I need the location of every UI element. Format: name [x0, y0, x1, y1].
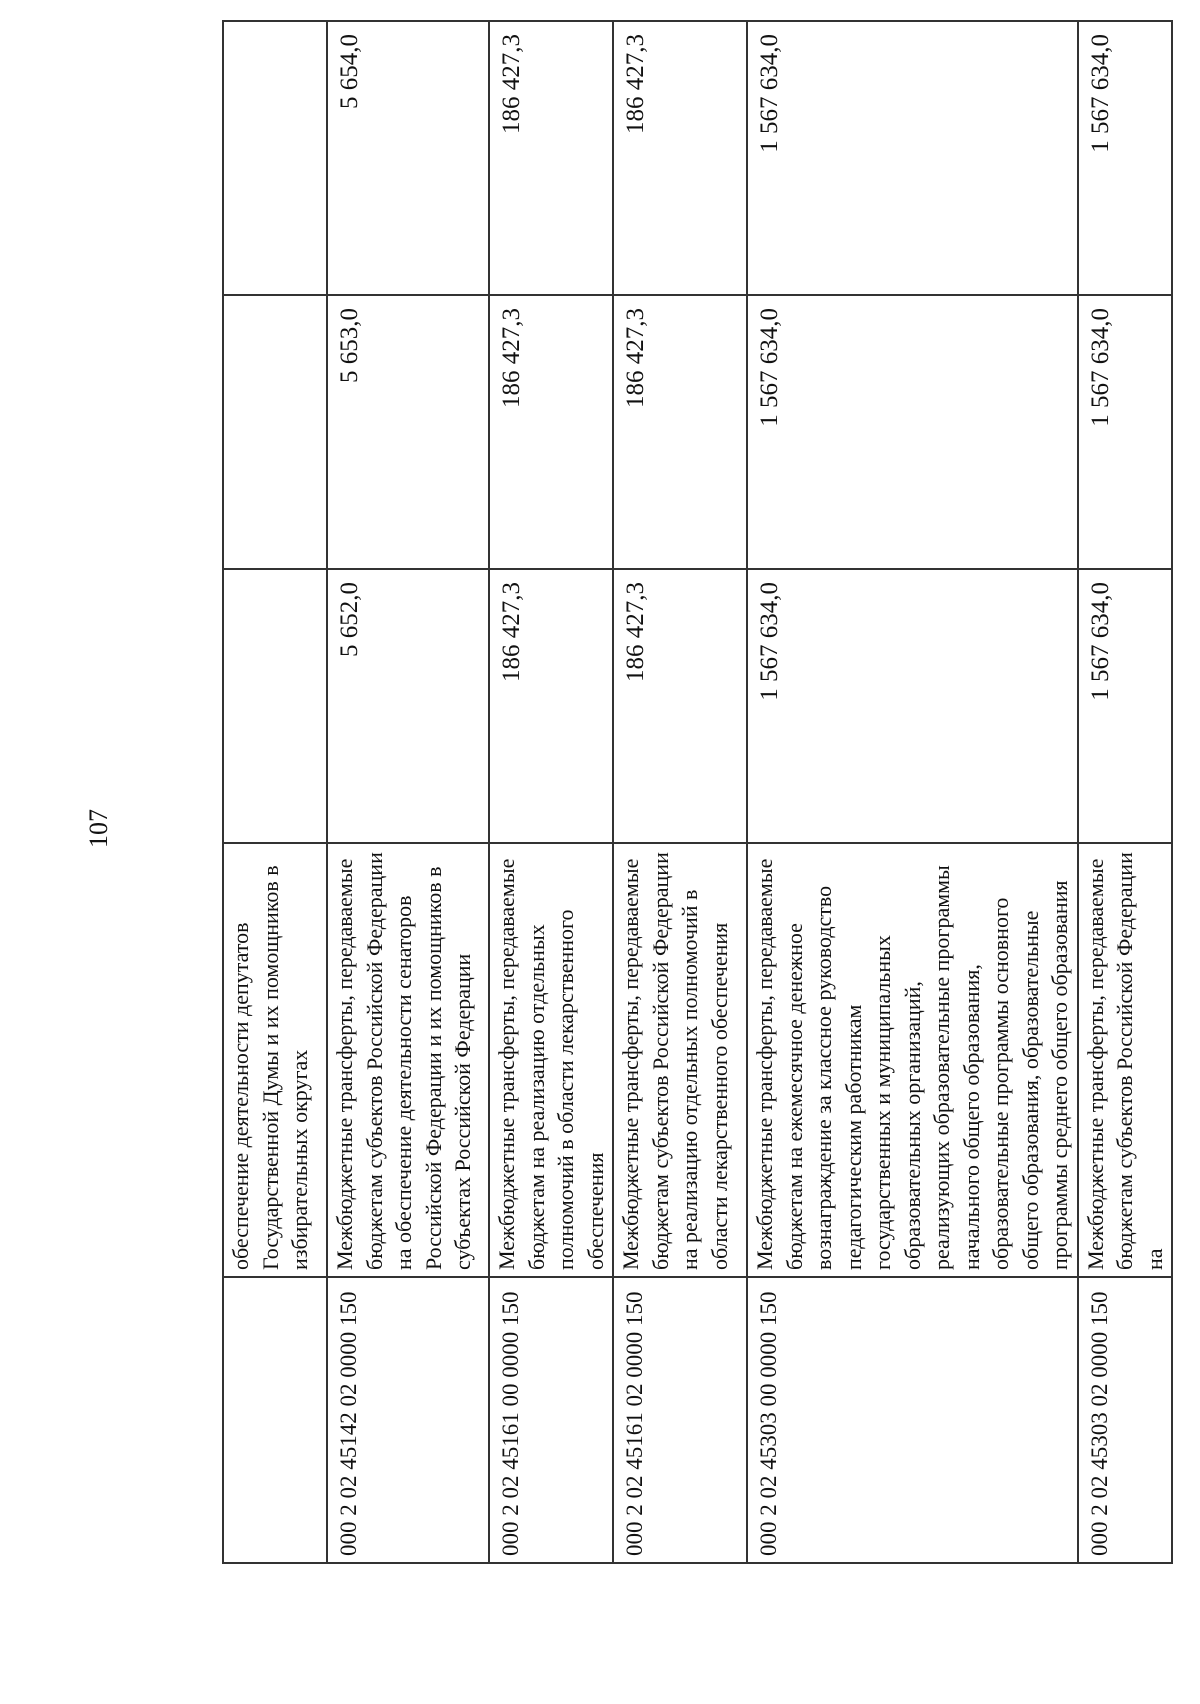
row-name: Межбюджетные трансферты, передаваемые бюджетам субъектов Российской Федерации на реализацию отдельных полномочий в области лекарственного обеспечения [613, 843, 747, 1277]
row-value-1: 5 652,0 [327, 569, 489, 843]
row-value-2: 186 427,3 [613, 295, 747, 569]
row-value-3: 1 567 634,0 [747, 21, 1078, 295]
row-value-2 [223, 295, 327, 569]
row-value-3: 186 427,3 [613, 21, 747, 295]
row-code: 000 2 02 45161 00 0000 150 [489, 1277, 613, 1563]
row-value-1: 186 427,3 [613, 569, 747, 843]
row-name: Межбюджетные трансферты, передаваемые бюджетам субъектов Российской Федерации на [1078, 843, 1173, 1277]
row-value-2: 1 567 634,0 [747, 295, 1078, 569]
page-number: 107 [84, 809, 113, 848]
table-row [747, 21, 1078, 1563]
row-value-2: 1 567 634,0 [1078, 295, 1173, 569]
row-code: 000 2 02 45161 02 0000 150 [613, 1277, 747, 1563]
row-value-3: 186 427,3 [489, 21, 613, 295]
row-value-2: 5 653,0 [327, 295, 489, 569]
row-value-2: 186 427,3 [489, 295, 613, 569]
table-row [223, 21, 327, 1563]
table-row [327, 21, 489, 1563]
row-code: 000 2 02 45303 00 0000 150 [747, 1277, 1078, 1563]
row-code: 000 2 02 45142 02 0000 150 [327, 1277, 489, 1563]
table-row [489, 21, 613, 1563]
row-value-3: 5 654,0 [327, 21, 489, 295]
row-code: 000 2 02 45303 02 0000 150 [1078, 1277, 1173, 1563]
row-name: обеспечение деятельности депутатов Государственной Думы и их помощников в избирательных округах [223, 843, 327, 1277]
row-name: Межбюджетные трансферты, передаваемые бюджетам субъектов Российской Федерации на обеспечение деятельности сенаторов Российской Федерации и их помощников в субъектах Российской Федерации [327, 843, 489, 1277]
budget-table [222, 20, 1173, 1564]
row-name: Межбюджетные трансферты, передаваемые бюджетам на реализацию отдельных полномочий в области лекарственного обеспечения [489, 843, 613, 1277]
row-value-1: 1 567 634,0 [747, 569, 1078, 843]
row-name: Межбюджетные трансферты, передаваемые бюджетам на ежемесячное денежное вознаграждение за классное руководство педагогическим работникам государственных и муниципальных образовательных организаций, реализующих образовательные программы начального общего образования, образовательные программы основного общего образования, образовательные программы среднего общего образования [747, 843, 1078, 1277]
row-value-1: 1 567 634,0 [1078, 569, 1173, 843]
row-value-1: 186 427,3 [489, 569, 613, 843]
row-code [223, 1277, 327, 1563]
budget-table-container [222, 34, 1167, 1564]
row-value-3 [223, 21, 327, 295]
row-value-3: 1 567 634,0 [1078, 21, 1173, 295]
row-value-1 [223, 569, 327, 843]
table-row [613, 21, 747, 1563]
table-row [1078, 21, 1173, 1563]
